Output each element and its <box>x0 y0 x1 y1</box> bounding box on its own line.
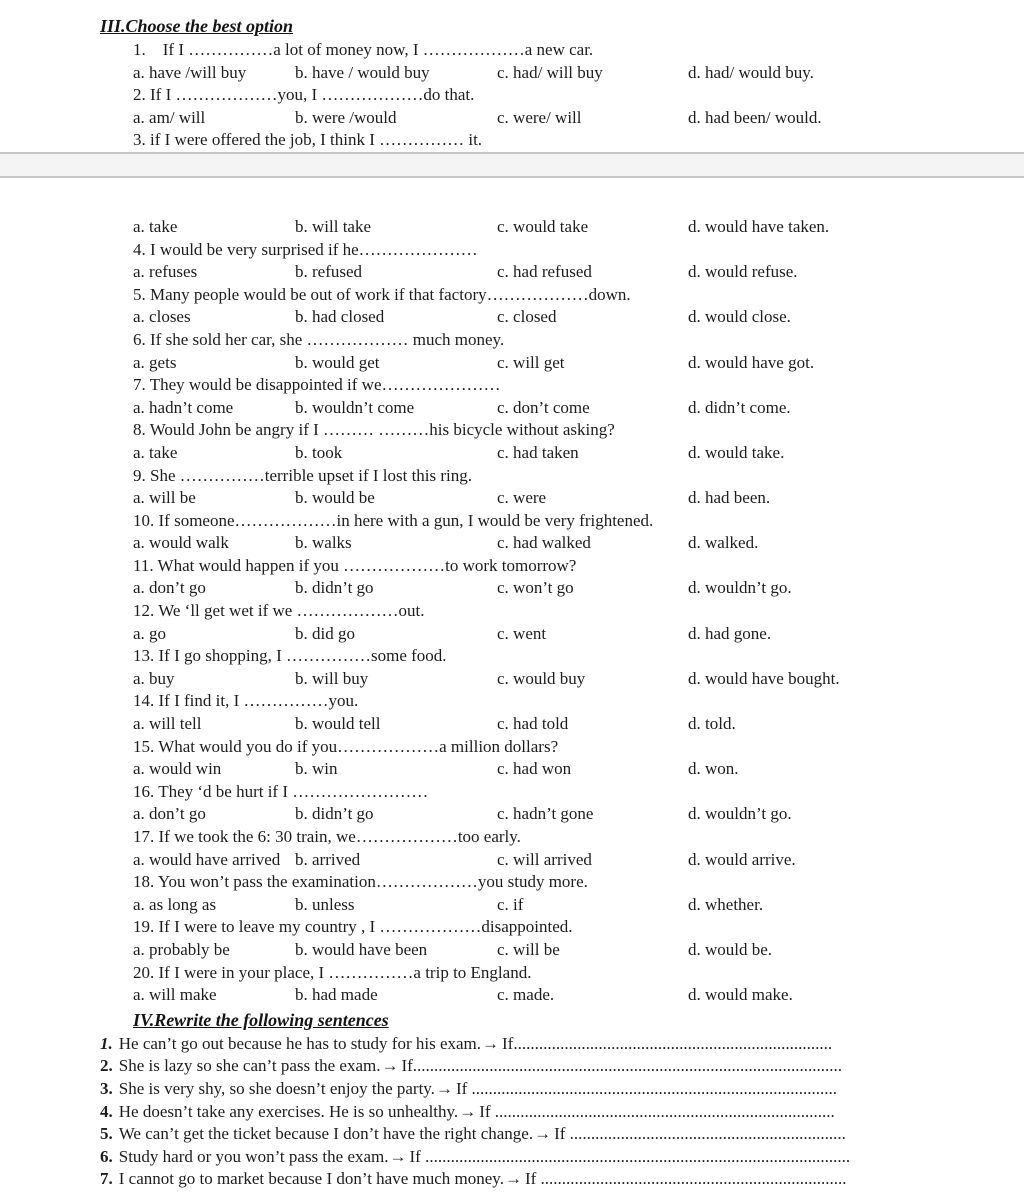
rewrite-answer-leader: If..................................................................................................... <box>401 1056 843 1076</box>
rewrite-number: 7. <box>100 1169 113 1189</box>
option-a: a. am/ will <box>133 107 206 127</box>
option-c: c. would buy <box>497 668 586 688</box>
arrow-icon: → <box>381 1056 399 1076</box>
options-row <box>133 532 1024 555</box>
option-c: c. had walked <box>497 533 591 553</box>
rewrite-sentence: He can’t go out because he has to study for his exam. <box>118 1033 482 1053</box>
option-b: b. didn’t go <box>295 578 374 598</box>
option-a: a. take <box>133 216 178 236</box>
option-d: d. would have taken. <box>688 216 830 236</box>
option-a: a. would walk <box>133 533 229 553</box>
option-a: a. take <box>133 442 178 462</box>
option-c: c. went <box>497 623 547 643</box>
option-b: b. have / would buy <box>295 62 430 82</box>
option-a: a. don’t go <box>133 578 206 598</box>
question-line: 13. If I go shopping, I ……………some food. <box>133 646 447 666</box>
option-d: d. would take. <box>688 442 785 462</box>
option-c: c. hadn’t gone <box>497 804 594 824</box>
arrow-icon: → <box>435 1078 453 1098</box>
rewrite-line <box>100 1146 1024 1169</box>
rewrite-sentence: I cannot go to market because I don’t have much money. <box>118 1169 504 1189</box>
question-line: 18. You won’t pass the examination………………you study more. <box>133 872 588 892</box>
rewrite-line <box>100 1123 1024 1146</box>
rewrite-answer-leader: If........................................................................... <box>502 1033 833 1053</box>
question-line: 14. If I find it, I ……………you. <box>133 691 359 711</box>
rewrite-line <box>100 1055 1024 1078</box>
option-d: d. had/ would buy. <box>688 62 814 82</box>
options-row <box>133 261 1024 284</box>
option-d: d. would have bought. <box>688 668 840 688</box>
option-c: c. were <box>497 488 547 508</box>
question-line: 20. If I were in your place, I ……………a trip to England. <box>133 962 532 982</box>
question-line: 17. If we took the 6: 30 train, we………………too early. <box>133 827 521 846</box>
question-line: 8. Would John be angry if I ……… ………his bicycle without asking? <box>133 420 615 440</box>
option-a: a. hadn’t come <box>133 397 234 417</box>
arrow-icon: → <box>534 1124 552 1144</box>
rewrite-line <box>100 1101 1024 1124</box>
option-b: b. would get <box>295 352 380 372</box>
option-a: a. buy <box>133 668 175 688</box>
option-d: d. had gone. <box>688 623 772 643</box>
option-b: b. did go <box>295 623 355 643</box>
options-row <box>133 894 1024 917</box>
question-line: 2. If I ………………you, I ………………do that. <box>133 85 475 105</box>
rewrite-number: 1. <box>100 1033 113 1053</box>
option-c: c. had taken <box>497 442 579 462</box>
options-row <box>133 62 1024 85</box>
rewrite-number: 4. <box>100 1101 113 1121</box>
option-c: c. don’t come <box>497 397 590 417</box>
option-a: a. probably be <box>133 939 230 959</box>
option-a: a. will tell <box>133 714 202 734</box>
question-line: 5. Many people would be out of work if that factory………………down. <box>133 284 631 304</box>
option-b: b. refused <box>295 262 363 282</box>
option-d: d. would arrive. <box>688 849 796 869</box>
option-c: c. won’t go <box>497 578 574 598</box>
option-c: c. if <box>497 894 524 914</box>
options-row <box>133 216 1024 239</box>
option-b: b. didn’t go <box>295 804 374 824</box>
rewrite-number: 5. <box>100 1124 113 1144</box>
option-b: b. win <box>295 759 338 779</box>
question-line: 1. If I ……………a lot of money now, I ………………a new car. <box>133 40 594 59</box>
page-2 <box>0 178 1024 1191</box>
options-row <box>133 984 1024 1007</box>
rewrite-sentence: Study hard or you won’t pass the exam. <box>118 1146 389 1166</box>
options-row <box>133 668 1024 691</box>
option-d: d. would close. <box>688 307 791 327</box>
option-c: c. had refused <box>497 262 592 282</box>
rewrite-line <box>100 1168 1024 1191</box>
option-a: a. refuses <box>133 262 198 282</box>
rewrite-sentence: She is very shy, so she doesn’t enjoy the party. <box>118 1078 435 1098</box>
option-a: a. will be <box>133 488 196 508</box>
option-c: c. were/ will <box>497 107 582 127</box>
option-c: c. had/ will buy <box>497 62 603 82</box>
rewrite-answer-leader: If ................................................................. <box>554 1124 846 1144</box>
option-a: a. would win <box>133 759 222 779</box>
option-d: d. wouldn’t go. <box>688 804 792 824</box>
options-row <box>133 849 1024 872</box>
option-a: a. have /will buy <box>133 62 247 82</box>
arrow-icon: → <box>482 1033 500 1053</box>
option-d: d. walked. <box>688 533 759 553</box>
rewrite-sentence: He doesn’t take any exercises. He is so unhealthy. <box>118 1101 459 1121</box>
arrow-icon: → <box>504 1169 522 1189</box>
section-heading: III.Choose the best option <box>100 16 294 36</box>
rewrite-answer-leader: If ........................................................................ <box>524 1169 847 1189</box>
section-heading: IV.Rewrite the following sentences <box>133 1009 389 1030</box>
options-row <box>133 939 1024 962</box>
question-line: 16. They ‘d be hurt if I …………………… <box>133 781 429 801</box>
option-d: d. didn’t come. <box>688 397 791 417</box>
options-row <box>133 623 1024 646</box>
question-line: 15. What would you do if you………………a million dollars? <box>133 736 559 756</box>
option-b: b. would tell <box>295 714 381 734</box>
option-c: c. will arrived <box>497 849 592 869</box>
options-row <box>133 758 1024 781</box>
option-b: b. arrived <box>295 849 361 869</box>
option-a: a. would have arrived <box>133 849 281 869</box>
question-line: 3. if I were offered the job, I think I …………… it. <box>133 130 483 150</box>
option-c: c. would take <box>497 216 589 236</box>
option-a: a. gets <box>133 352 177 372</box>
rewrite-answer-leader: If .................................................................................................... <box>409 1146 851 1166</box>
question-line: 9. She ……………terrible upset if I lost this ring. <box>133 465 473 485</box>
option-d: d. had been/ would. <box>688 107 822 127</box>
options-row <box>133 397 1024 420</box>
question-line: 10. If someone………………in here with a gun, I would be very frightened. <box>133 510 654 530</box>
option-a: a. go <box>133 623 167 643</box>
rewrite-sentence: She is lazy so she can’t pass the exam. <box>118 1056 381 1076</box>
rewrite-number: 3. <box>100 1078 113 1098</box>
options-row <box>133 713 1024 736</box>
option-b: b. walks <box>295 533 352 553</box>
option-b: b. were /would <box>295 107 397 127</box>
option-d: d. wouldn’t go. <box>688 578 792 598</box>
rewrite-answer-leader: If ................................................................................ <box>479 1101 835 1121</box>
option-c: c. had won <box>497 759 572 779</box>
rewrite-sentence: We can’t get the ticket because I don’t have the right change. <box>118 1124 534 1144</box>
option-a: a. as long as <box>133 894 217 914</box>
option-c: c. made. <box>497 985 555 1005</box>
option-c: c. will be <box>497 939 560 959</box>
option-d: d. would refuse. <box>688 262 798 282</box>
option-c: c. will get <box>497 352 565 372</box>
rewrite-line <box>100 1078 1024 1101</box>
option-b: b. will buy <box>295 668 369 688</box>
option-a: a. will make <box>133 985 217 1005</box>
option-b: b. unless <box>295 894 355 914</box>
rewrite-line <box>100 1033 1024 1056</box>
options-row <box>133 306 1024 329</box>
question-line: 19. If I were to leave my country , I ………………disappointed. <box>133 917 573 937</box>
option-d: d. would have got. <box>688 352 815 372</box>
option-d: d. whether. <box>688 894 764 914</box>
options-row <box>133 487 1024 510</box>
arrow-icon: → <box>389 1146 407 1166</box>
option-c: c. closed <box>497 307 557 327</box>
option-d: d. would make. <box>688 985 793 1005</box>
option-d: d. would be. <box>688 939 773 959</box>
option-b: b. had made <box>295 985 378 1005</box>
option-b: b. wouldn’t come <box>295 397 415 417</box>
option-d: d. won. <box>688 759 739 779</box>
rewrite-number: 2. <box>100 1056 113 1076</box>
question-line: 12. We ‘ll get wet if we ………………out. <box>133 601 425 621</box>
options-row <box>133 352 1024 375</box>
options-row <box>133 442 1024 465</box>
page-break <box>0 152 1024 178</box>
options-row <box>133 107 1024 130</box>
option-b: b. would have been <box>295 939 428 959</box>
option-b: b. took <box>295 442 343 462</box>
page-1 <box>0 0 1024 152</box>
question-line: 4. I would be very surprised if he………………… <box>133 239 478 259</box>
options-row <box>133 803 1024 826</box>
option-a: a. don’t go <box>133 804 206 824</box>
options-row <box>133 577 1024 600</box>
option-b: b. had closed <box>295 307 385 327</box>
rewrite-number: 6. <box>100 1146 113 1166</box>
option-b: b. will take <box>295 216 372 236</box>
option-b: b. would be <box>295 488 375 508</box>
arrow-icon: → <box>459 1101 477 1121</box>
question-line: 6. If she sold her car, she ……………… much money. <box>133 329 505 349</box>
option-c: c. had told <box>497 714 569 734</box>
question-line: 11. What would happen if you ………………to work tomorrow? <box>133 555 577 575</box>
option-a: a. closes <box>133 307 191 327</box>
rewrite-answer-leader: If ...................................................................................... <box>455 1078 838 1098</box>
question-line: 7. They would be disappointed if we………………… <box>133 375 501 395</box>
option-d: d. had been. <box>688 488 771 508</box>
option-d: d. told. <box>688 714 736 734</box>
